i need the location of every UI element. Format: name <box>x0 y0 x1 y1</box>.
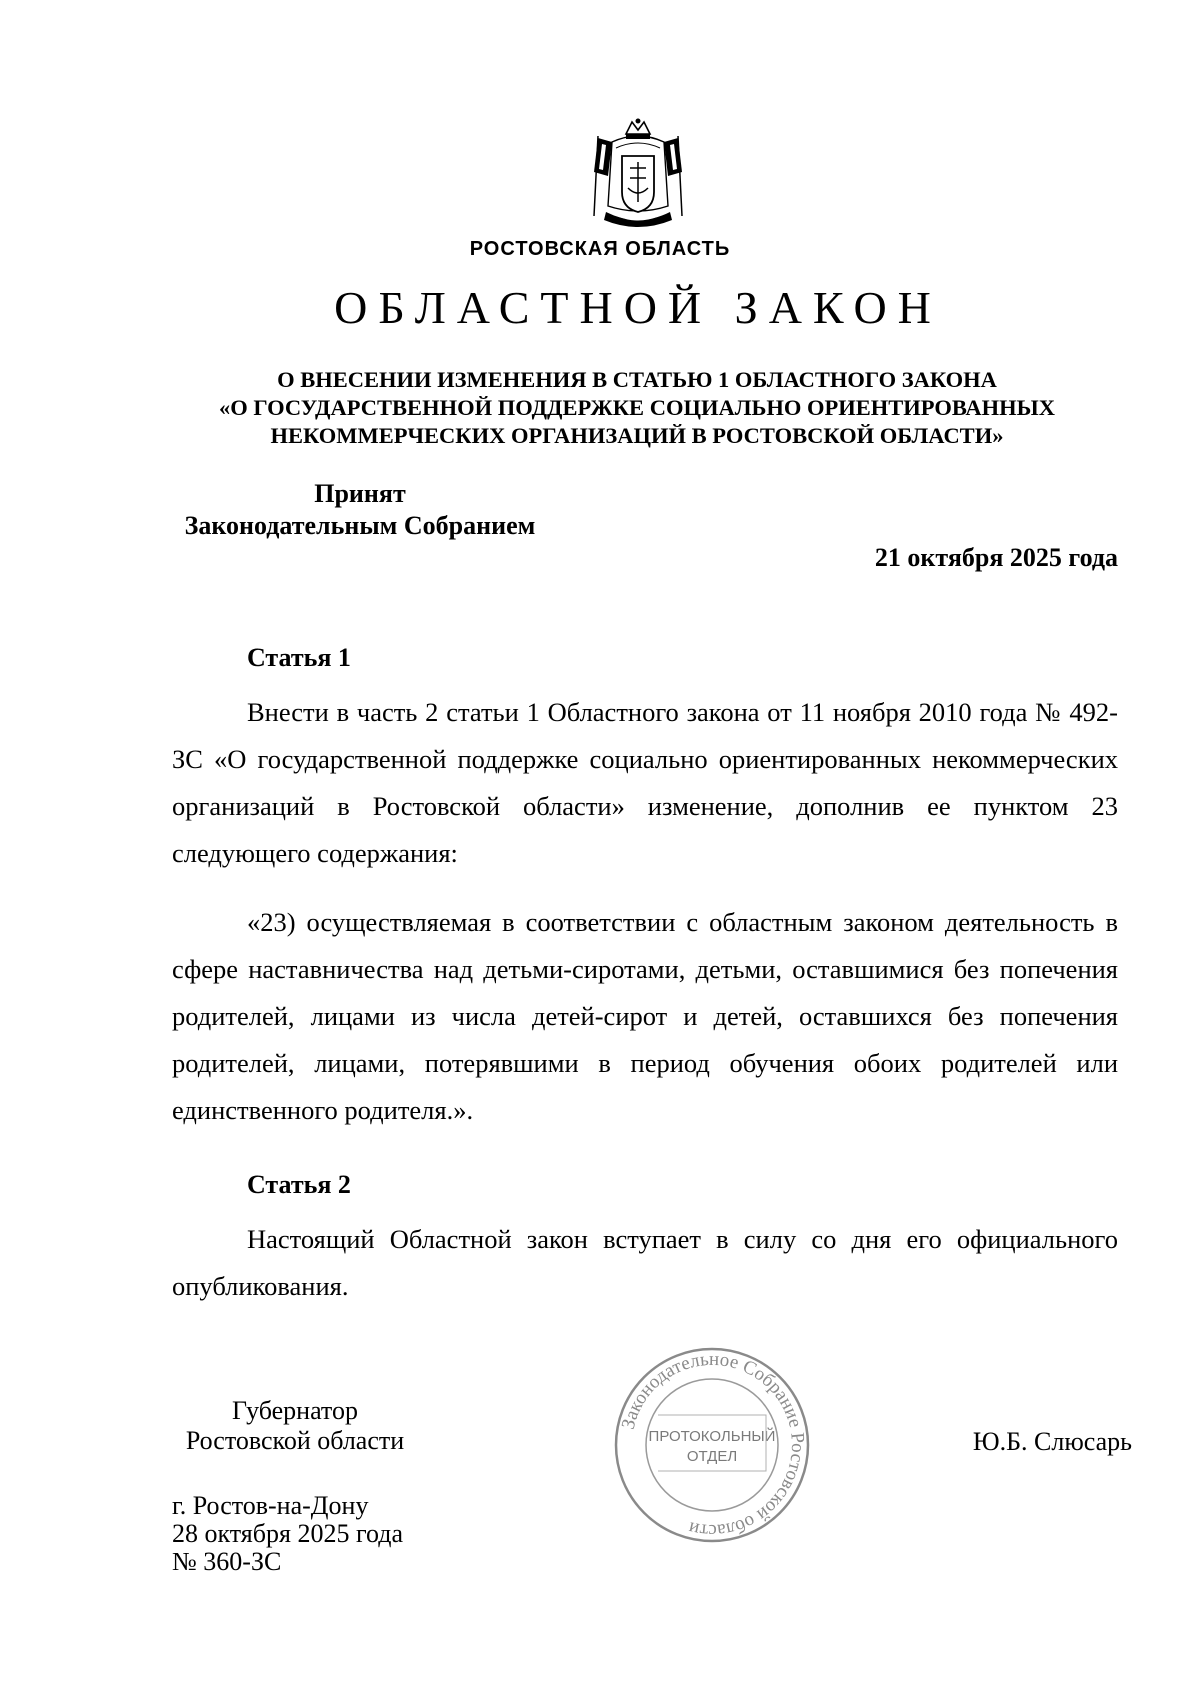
law-title-line: «О ГОСУДАРСТВЕННОЙ ПОДДЕРЖКЕ СОЦИАЛЬНО ОРИЕНТИРОВАННЫХ <box>218 395 1056 420</box>
law-title-line: НЕКОММЕРЧЕСКИХ ОРГАНИЗАЦИЙ В РОСТОВСКОЙ ОБЛАСТИ» <box>270 423 1004 448</box>
place-date-number <box>172 1492 403 1576</box>
stamp-inner-line-2: ОТДЕЛ <box>686 1448 738 1465</box>
article-2-heading: Статья 2 <box>247 1170 351 1199</box>
law-type-heading: ОБЛАСТНОЙ ЗАКОН <box>334 282 942 333</box>
signatory-name: Ю.Б. Слюсарь <box>972 1427 1132 1456</box>
signatory-position <box>165 1396 425 1456</box>
region-name: РОСТОВСКАЯ ОБЛАСТЬ <box>469 238 731 260</box>
article-2-paragraph-1: Настоящий Областной закон вступает в силу со дня его официального опубликования. <box>172 1224 1118 1301</box>
official-stamp-icon <box>612 1345 812 1545</box>
coat-of-arms-icon <box>588 116 688 234</box>
law-title <box>150 366 1124 450</box>
law-title-line: О ВНЕСЕНИИ ИЗМЕНЕНИЯ В СТАТЬЮ 1 ОБЛАСТНОГО ЗАКОНА <box>277 367 997 392</box>
adoption-line-1: Принят <box>314 479 406 508</box>
adoption-line-2: Законодательным Собранием <box>184 511 536 540</box>
adoption-authority <box>170 479 570 574</box>
stamp-outer-text: Законодательное Собрание Ростовской области <box>617 1348 809 1542</box>
adoption-date: 21 октября 2025 года <box>874 543 1118 572</box>
stamp-inner-line-1: ПРОТОКОЛЬНЫЙ <box>648 1428 776 1445</box>
article-1-paragraph-1: Внести в часть 2 статьи 1 Областного закона от 11 ноября 2010 года № 492-ЗС «О государственной поддержке социально ориентированных некоммерческих организаций в Ростовской области» изменение, дополнив ее пунктом 23 следующего содержания: <box>172 697 1118 868</box>
signatory-position-line-2: Ростовской области <box>185 1426 405 1455</box>
signing-date: 28 октября 2025 года <box>172 1519 403 1548</box>
article-1-paragraph-2: «23) осуществляемая в соответствии с областным законом деятельность в сфере наставничества над детьми-сиротами, детьми, оставшимися без попечения родителей, лицами из числа детей-сирот и детей, оставшихся без попечения родителей, лицами, потерявшими в период обучения обоих родителей или единственного родителя.». <box>172 907 1118 1125</box>
article-1-heading: Статья 1 <box>247 643 351 672</box>
signatory-position-line-1: Губернатор <box>232 1396 358 1425</box>
signing-city: г. Ростов-на-Дону <box>172 1491 369 1520</box>
law-number: № 360-ЗС <box>172 1547 282 1576</box>
